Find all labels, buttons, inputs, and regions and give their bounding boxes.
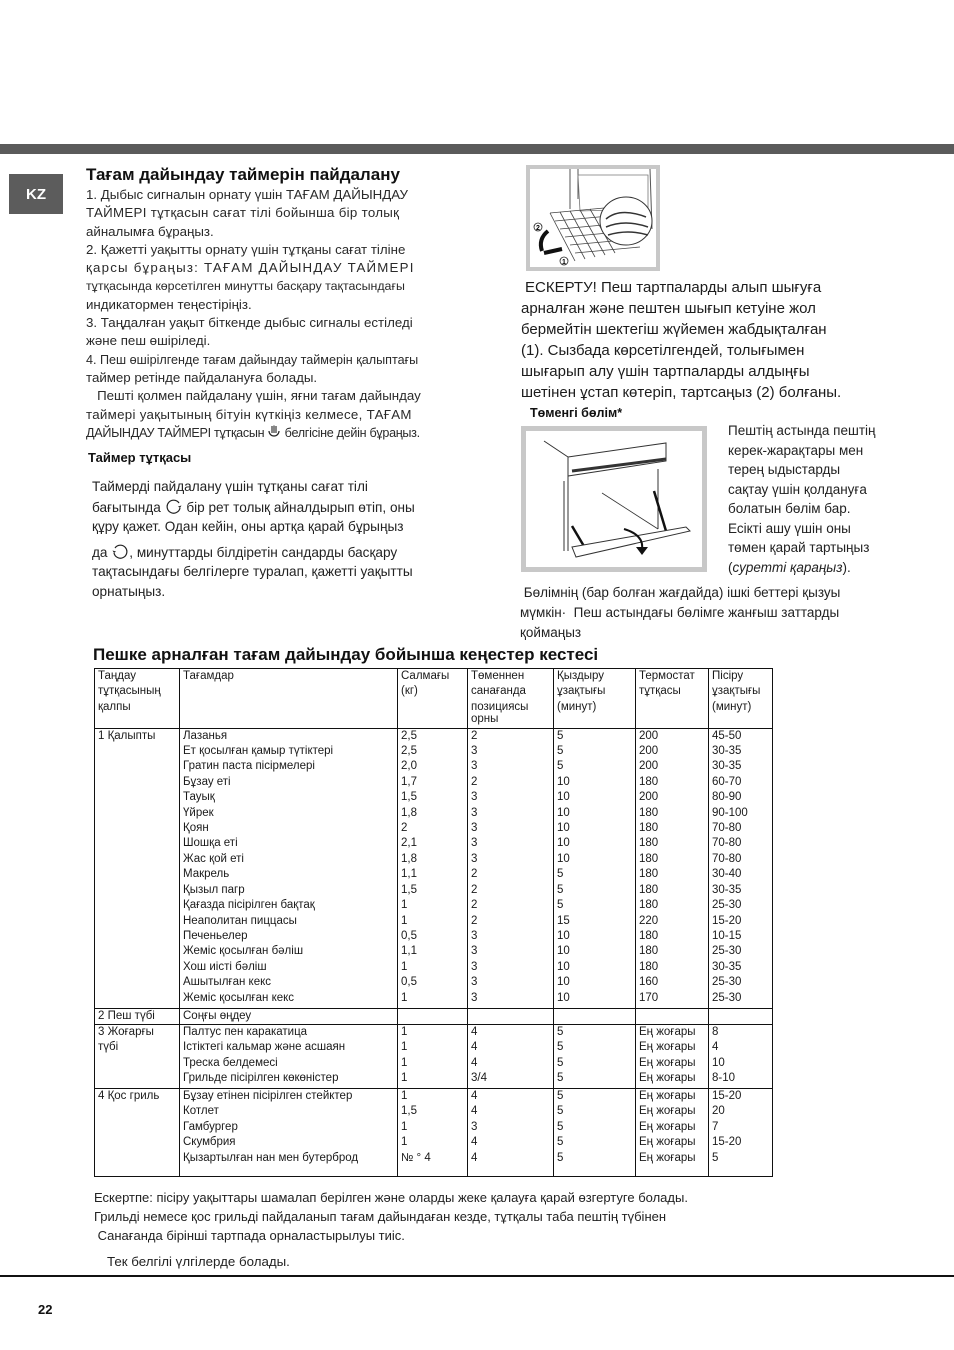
- cell-value: 3: [471, 822, 478, 835]
- cell-value: 2: [471, 868, 478, 881]
- heat-warning-text: [520, 583, 920, 643]
- cell-value: 1: [401, 1090, 408, 1103]
- cell-value: 1,5: [401, 883, 417, 896]
- text-fragment: ДАЙЫНДАУ ТАЙМЕРІ тұтқасын: [86, 425, 265, 440]
- cell-value: Бұзау еті: [183, 775, 231, 788]
- cell-value: 1,8: [401, 806, 417, 819]
- text-line: ЕСКЕРТУ! Пеш тартпаларды алып шығуға: [525, 279, 822, 296]
- cell-position: [468, 1008, 554, 1024]
- cell-value: 10: [557, 960, 570, 973]
- table-group: [95, 728, 773, 1008]
- table-row: [95, 728, 773, 1008]
- label-1: 1: [562, 259, 566, 266]
- oven-rack-drawing: [530, 169, 656, 267]
- text-line: керек-жарақтары мен: [728, 442, 864, 458]
- cell-value: 3: [471, 760, 478, 773]
- cell-position: [468, 1025, 554, 1089]
- cell-value: 5: [557, 883, 564, 896]
- text-line: (1). Сызбада көрсетілгендей, толығымен: [521, 342, 805, 359]
- cell-value: Ең жоғары: [639, 1072, 696, 1085]
- cell-value: 2: [401, 822, 408, 835]
- header-thermostat: Термостат тұтқасы: [636, 669, 709, 729]
- cell-value: Котлет: [183, 1105, 219, 1118]
- cell-value: Ашытылған кекс: [183, 976, 272, 989]
- cell-value: 25-30: [712, 991, 742, 1004]
- cell-value: Жеміс қосылған кекс: [183, 991, 295, 1004]
- cell-value: 1: [401, 1072, 408, 1085]
- cell-value: Соңғы өңдеу: [183, 1009, 252, 1022]
- cell-value: Скумбрия: [183, 1136, 236, 1149]
- drawer-illustration: [521, 426, 707, 572]
- cell-value: 200: [639, 745, 659, 758]
- cell-value: 220: [639, 914, 659, 927]
- cell-value: Бұзау етінен пісірілген стейктер: [183, 1090, 353, 1103]
- cell-value: 200: [639, 760, 659, 773]
- cell-thermostat: [636, 1025, 709, 1089]
- cell-value: 4: [471, 1105, 478, 1118]
- language-badge: KZ: [9, 174, 63, 214]
- cell-time: [709, 1089, 773, 1177]
- cell-value: Ең жоғары: [639, 1041, 696, 1054]
- counterclockwise-rotation-icon: [111, 542, 129, 560]
- cell-weight: [398, 1025, 468, 1089]
- cell-preheat: [554, 1089, 636, 1177]
- text-line: [92, 542, 467, 563]
- cell-value: 70-80: [712, 852, 742, 865]
- cell-value: 1: [401, 1056, 408, 1069]
- cell-time: [709, 1008, 773, 1024]
- cell-value: Ең жоғары: [639, 1136, 696, 1149]
- text-fragment: бір рет толық айналдырып өтіп, оны: [186, 499, 415, 515]
- text-line: төмен қарай тартыңыз: [728, 540, 870, 555]
- cell-value: 180: [639, 822, 659, 835]
- cell-value: Хош иісті бәліш: [183, 960, 267, 973]
- text-line: [92, 497, 467, 518]
- cell-value: 180: [639, 868, 659, 881]
- text-line: таймер ретінде пайдалануға болады.: [86, 369, 318, 385]
- cell-value: Шошқа еті: [183, 837, 238, 850]
- cell-value: 5: [557, 1090, 564, 1103]
- cell-value: 1: [401, 914, 408, 927]
- text-line: шетінен ұстап көтеріп, тартсаңыз (2) болғаны.: [521, 384, 842, 401]
- text-fragment: белгісіне дейін бұраңыз.: [284, 425, 420, 440]
- cell-preheat: [554, 1025, 636, 1089]
- cell-value: Жеміс қосылған бәліш: [183, 945, 304, 958]
- cell-value: 4: [471, 1056, 478, 1069]
- cell-thermostat: [636, 728, 709, 1008]
- page-number: 22: [38, 1302, 53, 1317]
- text-line: ТАЙМЕРІ тұтқасын сағат тілі бойынша бір толық: [86, 205, 400, 221]
- cell-value: 1,7: [401, 775, 417, 788]
- cell-value: Үйрек: [183, 806, 214, 819]
- cell-value: 25-30: [712, 945, 742, 958]
- table-group: [95, 1089, 773, 1177]
- header-bar: [0, 144, 954, 154]
- cell-value: 180: [639, 929, 659, 942]
- cell-value: 1: [401, 1041, 408, 1054]
- table-row: [95, 1008, 773, 1024]
- cell-value: 4: [471, 1041, 478, 1054]
- table-row: [95, 1089, 773, 1177]
- cell-value: Ең жоғары: [639, 1056, 696, 1069]
- text-line: Есікті ашу үшін оны: [728, 520, 851, 536]
- cell-value: 4: [471, 1151, 478, 1164]
- text-line: Бөлімнің (бар болған жағдайда) ішкі беттері қызуы: [520, 585, 841, 600]
- cell-value: 0,5: [401, 976, 417, 989]
- text-line: Таймерді пайдалану үшін тұтқаны сағат тілі: [92, 479, 368, 494]
- text-line: таймері уақытының бітуін күткіңіз келмесе, ТАҒАМ: [86, 406, 412, 422]
- cell-value: 10: [557, 822, 570, 835]
- cell-value: 2 Пеш түбі: [98, 1009, 155, 1022]
- cell-value: 200: [639, 791, 659, 804]
- section-title: Тағам дайындау таймерін пайдалану: [86, 165, 400, 184]
- cell-value: 25-30: [712, 976, 742, 989]
- cell-value: 60-70: [712, 775, 742, 788]
- cell-value: 5: [557, 729, 564, 742]
- cell-value: 4: [712, 1041, 719, 1054]
- cell-value: 180: [639, 899, 659, 912]
- cell-value: 2,5: [401, 729, 417, 742]
- drawer-drawing: [526, 431, 702, 567]
- cell-value: Ет қосылған қамыр түтіктері: [183, 745, 334, 758]
- cell-value: 80-90: [712, 791, 742, 804]
- text-line: бермейтін шектегіш жүйемен жабдықталған: [521, 321, 827, 338]
- cell-position: [468, 728, 554, 1008]
- note-line: Грильді немесе қос грильді пайдаланып тағам дайындаған кезде, тұтқалы таба пештің түбінен: [94, 1209, 667, 1224]
- cell-value: 3/4: [471, 1072, 487, 1085]
- cell-value: 0,5: [401, 929, 417, 942]
- see-figure-ref: суретті қараңыз: [732, 559, 843, 575]
- cell-value: 15: [557, 914, 570, 927]
- cell-value: 10: [712, 1056, 725, 1069]
- text-line: Пештің астында пештің: [728, 423, 876, 438]
- cell-value: 10-15: [712, 929, 742, 942]
- cell-value: Ең жоғары: [639, 1090, 696, 1103]
- cell-mode: [95, 1008, 180, 1024]
- table-row: [95, 1025, 773, 1089]
- cell-value: 70-80: [712, 822, 742, 835]
- cell-value: 20: [712, 1105, 725, 1118]
- cell-value: 90-100: [712, 806, 748, 819]
- cell-value: 3 Жоғарғы: [98, 1026, 154, 1039]
- oven-rack-illustration: [526, 165, 660, 271]
- cell-value: 5: [557, 1105, 564, 1118]
- cell-value: 180: [639, 852, 659, 865]
- cell-value: Қызыл пагр: [183, 883, 245, 896]
- cell-value: Печеньелер: [183, 929, 248, 942]
- cell-value: 1 Қалыпты: [98, 729, 156, 742]
- cell-value: 10: [557, 775, 570, 788]
- cell-value: 1: [401, 991, 408, 1004]
- cell-value: 1: [401, 1120, 408, 1133]
- text-line: сақтау үшін қолдануға: [728, 481, 867, 497]
- cell-weight: [398, 1008, 468, 1024]
- cell-value: 3: [471, 852, 478, 865]
- text-line: индикатормен теңестіріңіз.: [86, 296, 252, 312]
- cell-value: 1,1: [401, 945, 417, 958]
- note-line: Санағанда бірінші тартпада орналастырылуы тиіс.: [94, 1228, 405, 1243]
- cell-value: 3: [471, 991, 478, 1004]
- cell-value: 4: [471, 1136, 478, 1149]
- cell-thermostat: [636, 1008, 709, 1024]
- text-fragment: , минуттарды білдіретін сандарды басқару: [129, 544, 398, 560]
- timer-knob-title: Таймер тұтқасы: [88, 450, 192, 465]
- text-line: қарсы бұраңыз: ТАҒАМ ДАЙЫНДАУ ТАЙМЕРІ: [86, 260, 415, 276]
- cell-value: 5: [557, 1056, 564, 1069]
- cell-value: 3: [471, 745, 478, 758]
- text-line: терең ыдыстарды: [728, 462, 841, 477]
- cell-value: 30-35: [712, 883, 742, 896]
- header-preheat: Қыздыру ұзақтығы (минут): [554, 669, 636, 729]
- cell-mode: [95, 728, 180, 1008]
- text-line: [86, 424, 476, 442]
- cell-value: 2,0: [401, 760, 417, 773]
- cell-value: Лазанья: [183, 729, 228, 742]
- cell-value: Ең жоғары: [639, 1105, 696, 1118]
- cell-value: 5: [557, 1041, 564, 1054]
- rack-warning-text: [521, 277, 906, 403]
- cell-value: 15-20: [712, 914, 742, 927]
- cell-value: Палтус пен каракатица: [183, 1026, 308, 1039]
- cell-mode: [95, 1089, 180, 1177]
- cell-value: Ең жоғары: [639, 1120, 696, 1133]
- cell-time: [709, 728, 773, 1008]
- cell-value: 3: [471, 837, 478, 850]
- header-selector-position: Таңдау тұтқасының қалпы: [95, 669, 180, 729]
- cell-foods: [180, 1089, 398, 1177]
- cell-value: 180: [639, 945, 659, 958]
- cell-value: 30-35: [712, 745, 742, 758]
- header-weight: Салмағы (кг): [398, 669, 468, 729]
- cell-value: 30-40: [712, 868, 742, 881]
- cell-value: 2: [471, 775, 478, 788]
- table-group: [95, 1008, 773, 1024]
- cell-value: Ең жоғары: [639, 1151, 696, 1164]
- text-line: Пешті қолмен пайдалану үшін, яғни тағам дайындау: [86, 388, 421, 404]
- lower-compartment-text: [728, 421, 928, 577]
- cell-value: Тауық: [183, 791, 215, 804]
- cell-value: 170: [639, 991, 659, 1004]
- text-line: тақтасындағы белгілерге туралап, қажетті уақытты: [92, 564, 413, 579]
- cell-value: 5: [557, 868, 564, 881]
- cell-value: 2,1: [401, 837, 417, 850]
- cell-value: 2,5: [401, 745, 417, 758]
- text-line: орнатыңыз.: [92, 583, 166, 599]
- timer-instructions: [86, 186, 476, 442]
- cell-value: 3: [471, 806, 478, 819]
- cell-value: Ең жоғары: [639, 1026, 696, 1039]
- cell-value: 4: [471, 1026, 478, 1039]
- cell-value: 10: [557, 806, 570, 819]
- cell-value: 5: [557, 1120, 564, 1133]
- cell-value: 3: [471, 960, 478, 973]
- cell-value: 3: [471, 929, 478, 942]
- cell-value: 10: [557, 976, 570, 989]
- cell-value: 2: [471, 914, 478, 927]
- cell-value: 5: [557, 760, 564, 773]
- cell-value: 2: [471, 899, 478, 912]
- cell-value: Гратин паста пісірмелері: [183, 760, 315, 773]
- cell-value: 180: [639, 775, 659, 788]
- label-2: 2: [536, 225, 540, 232]
- cell-value: 8: [712, 1026, 719, 1039]
- cell-value: 2: [471, 883, 478, 896]
- cell-value: 10: [557, 929, 570, 942]
- note-line: Ескертпе: пісіру уақыттары шамалап берілген және оларды жеке қалауға қарай өзгертуге болады.: [94, 1190, 688, 1205]
- cell-value: 15-20: [712, 1090, 742, 1103]
- text-line: шығарып алу үшін тартпаларды алдыңғы: [521, 363, 810, 380]
- timer-knob-text: [92, 477, 467, 601]
- cell-value: 160: [639, 976, 659, 989]
- header-rack-position: Төменнен санағанда позициясы орны: [468, 669, 554, 729]
- cell-value: 5: [557, 745, 564, 758]
- text-line: айналымға бұраңыз.: [86, 223, 214, 239]
- text-line: қоймаңыз: [520, 625, 582, 640]
- cell-foods: [180, 1008, 398, 1024]
- cell-value: 7: [712, 1120, 719, 1133]
- table-group: [95, 1025, 773, 1089]
- cell-value: 30-35: [712, 960, 742, 973]
- cell-foods: [180, 1025, 398, 1089]
- cell-value: 10: [557, 945, 570, 958]
- cell-value: 1: [401, 899, 408, 912]
- cell-value: № ° 4: [401, 1151, 431, 1164]
- text-line: тұтқасында көрсетілген минутты басқару тақтасындағы: [86, 279, 405, 294]
- cell-value: 180: [639, 837, 659, 850]
- header-cooking-time: Пісіру ұзақтығы (минут): [709, 669, 773, 729]
- cell-value: 1: [401, 1136, 408, 1149]
- cell-value: 4: [471, 1090, 478, 1103]
- cell-mode: [95, 1025, 180, 1089]
- cell-value: 1: [401, 1026, 408, 1039]
- cell-value: 180: [639, 806, 659, 819]
- text-line: 4. Пеш өшірілгенде тағам дайындау таймерін қалыптағы: [86, 352, 419, 367]
- cell-value: 3: [471, 976, 478, 989]
- cell-value: 5: [557, 1151, 564, 1164]
- table-notes: [94, 1188, 794, 1245]
- footer-rule: [0, 1275, 954, 1277]
- table-header-row: [95, 669, 773, 729]
- manual-hand-icon: [267, 425, 281, 439]
- cell-value: 1,5: [401, 791, 417, 804]
- cell-value: 8-10: [712, 1072, 736, 1085]
- header-foods: Тағамдар: [180, 669, 398, 729]
- cell-value: Грильде пісірілген көкөністер: [183, 1072, 339, 1085]
- cell-value: 1: [401, 960, 408, 973]
- text-fragment: да: [92, 544, 108, 560]
- cell-value: 200: [639, 729, 659, 742]
- cell-foods: [180, 728, 398, 1008]
- cell-value: Қызартылған нан мен бутерброд: [183, 1151, 359, 1164]
- cell-value: 10: [557, 852, 570, 865]
- cooking-table: [94, 668, 773, 1177]
- text-line: 1. Дыбыс сигналын орнату үшін ТАҒАМ ДАЙЫНДАУ: [86, 187, 408, 202]
- table-title: Пешке арналған тағам дайындау бойынша кеңестер кестесі: [93, 645, 599, 664]
- cell-preheat: [554, 1008, 636, 1024]
- text-line: (суретті қараңыз).: [728, 559, 851, 575]
- text-line: мүмкін· Пеш астындағы бөлімге жанғыш заттарды: [520, 605, 840, 620]
- cell-value: 2: [471, 729, 478, 742]
- cell-value: 5: [557, 1072, 564, 1085]
- text-line: арналған және пештен шығып кетуіне жол: [521, 300, 816, 317]
- footnote: Тек белгілі үлгілерде болады.: [107, 1254, 290, 1269]
- cell-time: [709, 1025, 773, 1089]
- cell-value: 70-80: [712, 837, 742, 850]
- cell-preheat: [554, 728, 636, 1008]
- cell-value: 180: [639, 960, 659, 973]
- text-line: 3. Таңдалған уақыт біткенде дыбыс сигналы естіледі: [86, 315, 413, 331]
- cell-value: 45-50: [712, 729, 742, 742]
- cell-value: 5: [557, 899, 564, 912]
- cell-weight: [398, 1089, 468, 1177]
- text-line: құру қажет. Одан кейін, оны артқа қарай бұрыңыз: [92, 519, 404, 534]
- timer-section: [86, 164, 476, 442]
- cell-value: 3: [471, 945, 478, 958]
- lower-compartment-title: Төменгі бөлім*: [530, 406, 623, 420]
- cell-value: Қоян: [183, 822, 209, 835]
- cell-value: Треска белдемесі: [183, 1056, 278, 1069]
- cell-value: 180: [639, 883, 659, 896]
- cell-value: 5: [712, 1151, 719, 1164]
- cell-value: 15-20: [712, 1136, 742, 1149]
- text-line: 2. Қажетті уақытты орнату үшін тұтқаны сағат тіліне: [86, 241, 406, 257]
- cell-value: 3: [471, 791, 478, 804]
- cell-position: [468, 1089, 554, 1177]
- cell-value: 10: [557, 791, 570, 804]
- cell-value: 25-30: [712, 899, 742, 912]
- cell-value: 5: [557, 1026, 564, 1039]
- cell-value: Жас қой еті: [183, 852, 244, 865]
- cell-value: 1,1: [401, 868, 417, 881]
- clockwise-rotation-icon: [165, 497, 183, 515]
- cell-value: 5: [557, 1136, 564, 1149]
- cell-value: Істіктегі кальмар және асшаян: [183, 1041, 346, 1054]
- cell-thermostat: [636, 1089, 709, 1177]
- cell-value: 1,5: [401, 1105, 417, 1118]
- cell-value: Макрель: [183, 868, 230, 881]
- cell-value: Неаполитан пиццасы: [183, 914, 297, 927]
- cell-value: 10: [557, 837, 570, 850]
- cell-value: түбі: [98, 1041, 119, 1054]
- cell-value: 10: [557, 991, 570, 1004]
- text-line: және пеш өшіріледі.: [86, 333, 211, 349]
- cell-value: Қағазда пісірілген бақтақ: [183, 899, 315, 912]
- cell-value: 30-35: [712, 760, 742, 773]
- cell-weight: [398, 728, 468, 1008]
- cell-value: 3: [471, 1120, 478, 1133]
- cell-value: Гамбургер: [183, 1120, 238, 1133]
- cell-value: 1,8: [401, 852, 417, 865]
- cell-value: 4 Қос гриль: [98, 1090, 160, 1103]
- text-line: болатын бөлім бар.: [728, 501, 851, 516]
- text-fragment: бағытында: [92, 499, 161, 515]
